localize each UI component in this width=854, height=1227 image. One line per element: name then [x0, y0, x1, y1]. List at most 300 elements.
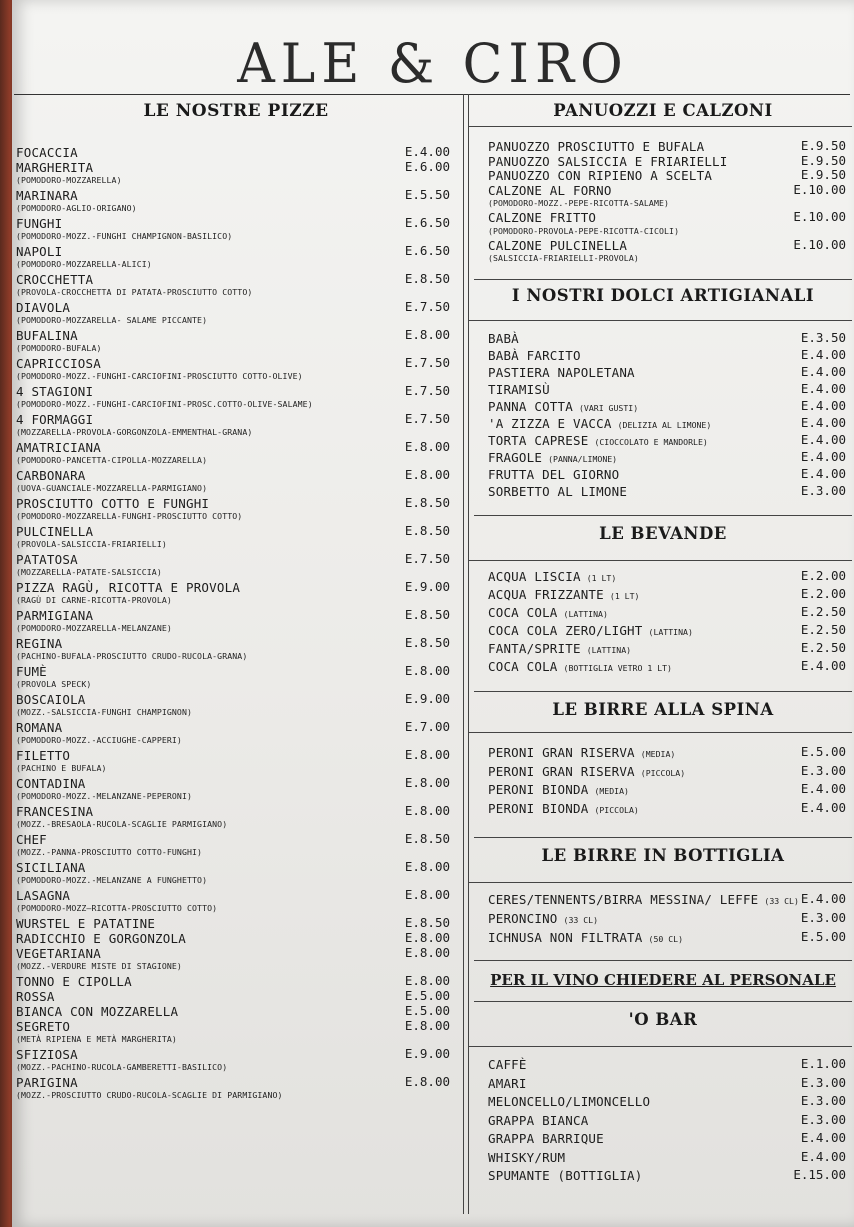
item-note: (LATTINA): [648, 627, 693, 637]
menu-item-line: [488, 780, 852, 799]
item-note: (1 LT): [586, 573, 617, 583]
item-name: ROMANA: [16, 720, 63, 735]
item-price: E.4.00: [800, 1148, 846, 1164]
item-name: FUMÈ: [16, 664, 47, 679]
menu-item-line: [488, 238, 852, 253]
menu-item-line: [488, 329, 852, 346]
item-price: E.4.00: [800, 449, 846, 464]
item-name: MARINARA: [16, 188, 78, 203]
menu-item: [488, 1092, 852, 1111]
menu-item-line: [488, 1111, 852, 1130]
menu-item-line: [16, 159, 456, 174]
menu-item: [16, 159, 456, 187]
item-price: E.7.50: [404, 383, 450, 398]
menu-item-line: [488, 908, 852, 927]
item-name: 'A ZIZZA E VACCA: [488, 416, 612, 431]
menu-item: [488, 482, 852, 499]
item-price: E.10.00: [793, 181, 846, 197]
item-note: (MEDIA): [640, 749, 676, 759]
item-note: (PICCOLA): [640, 767, 686, 778]
item-name: 4 STAGIONI: [16, 384, 94, 399]
item-name: PERONI GRAN RISERVA: [488, 745, 635, 760]
item-name: REGINA: [16, 636, 63, 651]
menu-item-line: [488, 380, 852, 397]
item-description: (POMODORO-MOZZARELLA-MELANZANE): [16, 623, 172, 633]
menu-item-line: [16, 439, 456, 454]
menu-item: [16, 607, 456, 635]
item-name: CALZONE AL FORNO: [488, 182, 612, 198]
menu-item: [488, 889, 852, 908]
menu-item-line: [16, 271, 456, 286]
menu-item-line: [488, 482, 852, 499]
item-name: MARGHERITA: [16, 160, 94, 175]
item-note: (PICCOLA): [594, 804, 639, 815]
menu-item-line: [488, 183, 852, 198]
menu-item: [488, 1074, 852, 1093]
item-price: E.4.00: [800, 466, 846, 481]
menu-item-line: [488, 154, 852, 169]
item-name: PIZZA RAGÙ, RICOTTA E PROVOLA: [16, 580, 241, 595]
menu-item: [16, 467, 456, 495]
item-price: E.15.00: [793, 1167, 846, 1182]
menu-item: [16, 775, 456, 803]
bevande-list: [474, 561, 852, 691]
item-price: E.4.00: [800, 891, 846, 906]
item-description: (PACHINO E BUFALA): [16, 763, 107, 773]
menu-item-line: [16, 831, 456, 846]
menu-item: [488, 1166, 852, 1185]
menu-item-line: [16, 327, 456, 342]
item-price: E.8.00: [404, 945, 450, 960]
menu-item-line: [16, 243, 456, 258]
wine-notice: PER IL VINO CHIEDERE AL PERSONALE: [474, 961, 852, 1002]
menu-item-line: [16, 1046, 456, 1061]
menu-item-line: [488, 448, 852, 465]
menu-item-line: [488, 346, 852, 363]
item-price: E.5.00: [800, 744, 846, 759]
menu-item-line: [488, 210, 852, 225]
panuozzi-list: [474, 127, 852, 279]
item-name: WHISKY/RUM: [488, 1149, 566, 1165]
menu-item-line: [16, 355, 456, 370]
item-price: E.8.50: [404, 831, 450, 846]
item-name: COCA COLA: [488, 659, 558, 674]
item-price: E.10.00: [793, 209, 846, 224]
menu-item: [488, 346, 852, 363]
menu-item: [16, 747, 456, 775]
menu-item-line: [488, 1092, 852, 1111]
item-price: E.8.00: [404, 859, 450, 874]
bar-section: [474, 1002, 852, 1185]
menu-item: [488, 743, 852, 762]
item-price: E.5.00: [404, 988, 450, 1003]
item-name: GRAPPA BIANCA: [488, 1112, 589, 1128]
menu-item-line: [16, 467, 456, 482]
item-note: (LATTINA): [586, 645, 632, 655]
menu-item: [488, 139, 852, 154]
menu-item: [16, 551, 456, 579]
item-price: E.9.00: [404, 579, 450, 594]
menu-item-line: [16, 579, 456, 594]
item-description: (POMODORO-BUFALA): [16, 343, 102, 353]
item-price: E.9.50: [800, 152, 846, 168]
menu-item-line: [488, 397, 852, 414]
item-name: FANTA/SPRITE: [488, 641, 581, 656]
item-description: (METÀ RIPIENA E METÀ MARGHERITA): [16, 1034, 177, 1044]
item-description: (POMODORO-MOZZ.-FUNGHI-CARCIOFINI-PROSCIUTTO COTTO-OLIVE): [16, 371, 303, 381]
item-name: CAFFÈ: [488, 1057, 527, 1072]
item-description: (POMODORO-MOZZ.-FUNGHI CHAMPIGNON-BASILICO): [16, 231, 233, 241]
item-name: ROSSA: [16, 989, 55, 1004]
item-price: E.8.00: [404, 887, 450, 902]
item-name: PATATOSA: [16, 552, 78, 567]
item-price: E.2.50: [800, 604, 846, 619]
item-note: (LATTINA): [563, 609, 608, 619]
item-description: (SALSICCIA-FRIARIELLI-PROVOLA): [488, 253, 639, 263]
menu-item: [488, 639, 852, 657]
menu-item: [488, 397, 852, 414]
item-description: (POMODORO-PROVOLA-PEPE-RICOTTA-CICOLI): [488, 225, 680, 236]
menu-item-line: [488, 431, 852, 448]
item-note: (VARI GUSTI): [578, 403, 639, 413]
item-description: (MOZZARELLA-PATATE-SALSICCIA): [16, 567, 162, 577]
menu-item: [16, 887, 456, 915]
menu-item-line: [488, 639, 852, 657]
item-name: VEGETARIANA: [16, 946, 101, 961]
menu-item-line: [488, 1129, 852, 1148]
menu-item: [488, 762, 852, 781]
menu-item: [488, 799, 852, 818]
item-name: LASAGNA: [16, 888, 71, 903]
menu-item-line: [488, 657, 852, 675]
dolci-list: [474, 321, 852, 515]
item-description: (MOZZ.-PACHINO-RUCOLA-GAMBERETTI-BASILICO): [16, 1062, 228, 1072]
menu-item-line: [488, 799, 852, 818]
item-price: E.8.50: [404, 523, 450, 538]
menu-item: [16, 144, 456, 159]
menu-item: [488, 908, 852, 927]
item-name: CALZONE PULCINELLA: [488, 237, 628, 253]
item-description: (PROVOLA-CROCCHETTA DI PATATA-PROSCIUTTO COTTO): [16, 287, 253, 297]
menu-item: [488, 238, 852, 266]
panuozzi-heading: PANUOZZI E CALZONI: [468, 96, 852, 127]
menu-item: [488, 183, 852, 211]
menu-item-line: [488, 139, 852, 154]
item-price: E.4.00: [800, 432, 846, 447]
item-price: E.3.00: [800, 1111, 846, 1127]
menu-item-line: [488, 567, 852, 585]
item-description: (RAGÙ DI CARNE-RICOTTA-PROVOLA): [16, 595, 172, 605]
menu-item: [16, 271, 456, 299]
menu-item-line: [16, 663, 456, 678]
item-name: GRAPPA BARRIQUE: [488, 1131, 604, 1146]
item-name: PANUOZZO PROSCIUTTO E BUFALA: [488, 139, 705, 154]
menu-item-line: [16, 747, 456, 762]
item-name: ACQUA LISCIA: [488, 569, 581, 584]
menu-item: [16, 523, 456, 551]
menu-item: [488, 329, 852, 346]
menu-item-line: [488, 1166, 852, 1185]
item-price: E.7.50: [404, 355, 450, 370]
menu-item: [16, 243, 456, 271]
item-description: (POMODORO-MOZZ.-PEPE-RICOTTA-SALAME): [488, 198, 670, 208]
menu-item: [16, 973, 456, 988]
item-price: E.8.00: [404, 1074, 450, 1089]
item-name: AMATRICIANA: [16, 440, 101, 455]
menu-item-line: [16, 1074, 456, 1089]
item-description: (MOZZ.-BRESAOLA-RUCOLA-SCAGLIE PARMIGIANO): [16, 819, 228, 829]
item-name: CARBONARA: [16, 468, 86, 483]
item-description: (POMODORO-MOZZARELLA): [16, 175, 122, 185]
menu-item-line: [16, 803, 456, 818]
item-note: (CIOCCOLATO E MANDORLE): [594, 437, 708, 447]
item-price: E.6.50: [404, 243, 450, 258]
item-name: PERONI GRAN RISERVA: [488, 763, 635, 779]
menu-item-line: [16, 945, 456, 960]
item-note: (33 CL): [563, 915, 599, 925]
menu-item-line: [488, 621, 852, 639]
menu-item-line: [16, 988, 456, 1003]
item-name: SEGRETO: [16, 1019, 71, 1034]
item-name: TONNO E CIPOLLA: [16, 974, 132, 989]
item-price: E.7.50: [404, 551, 450, 566]
item-name: TORTA CAPRESE: [488, 433, 589, 448]
item-name: TIRAMISÙ: [488, 382, 550, 397]
menu-item-line: [16, 144, 456, 159]
menu-item-line: [16, 495, 456, 510]
menu-item-line: [488, 889, 852, 908]
item-price: E.3.00: [800, 762, 846, 778]
item-name: CAPRICCIOSA: [16, 356, 101, 371]
item-name: NAPOLI: [16, 244, 63, 259]
item-price: E.8.00: [404, 973, 450, 988]
item-price: E.4.00: [800, 799, 846, 815]
menu-item: [488, 621, 852, 639]
item-note: (DELIZIA AL LIMONE): [617, 420, 712, 430]
menu-item-line: [16, 887, 456, 902]
item-price: E.8.50: [404, 915, 450, 930]
item-description: (POMODORO-MOZZ.-FUNGHI-CARCIOFINI-PROSC.COTTO-OLIVE-SALAME): [16, 399, 313, 409]
item-name: FRUTTA DEL GIORNO: [488, 467, 620, 482]
menu-item: [16, 187, 456, 215]
item-name: RADICCHIO E GORGONZOLA: [16, 931, 186, 946]
item-price: E.5.00: [404, 1003, 450, 1018]
menu-item-line: [488, 585, 852, 603]
menu-item: [488, 780, 852, 799]
item-name: SPUMANTE (BOTTIGLIA): [488, 1168, 643, 1183]
item-description: (MOZZARELLA-PROVOLA-GORGONZOLA-EMMENTHAL-GRANA): [16, 427, 253, 437]
item-description: (POMODORO-MOZZ.-MELANZANE-PEPERONI): [16, 791, 193, 801]
bevande-section: [474, 516, 852, 692]
menu-item-line: [16, 607, 456, 622]
menu-item-line: [16, 411, 456, 426]
menu-item: [16, 439, 456, 467]
item-name: BIANCA CON MOZZARELLA: [16, 1004, 179, 1019]
menu-item: [16, 930, 456, 945]
menu-item-line: [488, 465, 852, 482]
item-price: E.6.00: [404, 159, 450, 174]
item-name: BUFALINA: [16, 328, 78, 343]
menu-item-line: [488, 414, 852, 431]
item-name: AMARI: [488, 1075, 527, 1091]
item-price: E.4.00: [800, 381, 846, 396]
menu-item: [16, 579, 456, 607]
item-name: FUNGHI: [16, 216, 63, 231]
menu-item: [16, 831, 456, 859]
menu-item-line: [16, 915, 456, 930]
item-price: E.8.50: [404, 635, 450, 650]
item-price: E.5.50: [404, 187, 450, 202]
item-price: E.8.00: [404, 1018, 450, 1033]
item-description: (PACHINO-BUFALA-PROSCIUTTO CRUDO-RUCOLA-GRANA): [16, 651, 248, 661]
item-note: (MEDIA): [594, 786, 629, 796]
item-name: CERES/TENNENTS/BIRRA MESSINA/ LEFFE: [488, 892, 759, 907]
item-description: (POMODORO-MOZZARELLA- SALAME PICCANTE): [16, 315, 208, 325]
menu-item: [16, 803, 456, 831]
dolci-section: [474, 280, 852, 516]
menu-item: [16, 663, 456, 691]
pizze-list: [16, 144, 456, 1102]
item-description: (POMODORO-MOZZ—RICOTTA-PROSCIUTTO COTTO): [16, 903, 218, 913]
menu-item-line: [16, 691, 456, 706]
item-description: (MOZZ.-PANNA-PROSCIUTTO COTTO-FUNGHI): [16, 847, 203, 857]
pizze-section: [16, 96, 456, 1102]
item-price: E.2.00: [800, 586, 846, 601]
spina-heading: LE BIRRE ALLA SPINA: [468, 692, 852, 733]
item-description: (POMODORO-AGLIO-ORIGANO): [16, 203, 137, 213]
item-price: E.4.00: [404, 144, 450, 159]
item-name: PERONI BIONDA: [488, 782, 589, 797]
menu-item: [488, 1111, 852, 1130]
menu-item: [16, 988, 456, 1003]
restaurant-title: ALE & CIRO: [237, 32, 629, 96]
menu-item: [488, 210, 852, 238]
menu-item: [16, 1046, 456, 1074]
right-column: [474, 96, 852, 1185]
item-name: 4 FORMAGGI: [16, 412, 94, 427]
item-description: (MOZZ.-SALSICCIA-FUNGHI CHAMPIGNON): [16, 707, 193, 717]
item-name: BABÀ FARCITO: [488, 348, 581, 363]
menu-item-line: [16, 215, 456, 230]
menu-item-line: [16, 187, 456, 202]
menu-item: [16, 299, 456, 327]
menu-item: [488, 567, 852, 585]
item-name: PARMIGIANA: [16, 608, 94, 623]
menu-item-line: [488, 762, 852, 781]
menu-item-line: [16, 1003, 456, 1018]
item-price: E.8.00: [404, 663, 450, 678]
menu-item-line: [488, 1074, 852, 1093]
menu-item: [488, 154, 852, 169]
item-name: WURSTEL E PATATINE: [16, 916, 156, 931]
item-name: PANNA COTTA: [488, 399, 573, 414]
menu-item: [16, 383, 456, 411]
menu-item: [16, 945, 456, 973]
item-price: E.8.00: [404, 327, 450, 342]
item-price: E.4.00: [800, 415, 846, 430]
menu-item: [488, 603, 852, 621]
spina-section: [474, 692, 852, 838]
menu-item: [16, 215, 456, 243]
menu-item: [16, 495, 456, 523]
item-name: FRANCESINA: [16, 804, 94, 819]
item-price: E.9.00: [404, 1046, 450, 1061]
menu-item: [16, 719, 456, 747]
item-price: E.4.00: [800, 364, 846, 379]
item-price: E.6.50: [404, 215, 450, 230]
menu-item: [16, 915, 456, 930]
item-name: PERONI BIONDA: [488, 800, 589, 816]
menu-item-line: [488, 1055, 852, 1074]
menu-item: [488, 927, 852, 946]
menu-item-line: [488, 363, 852, 380]
menu-item: [16, 1018, 456, 1046]
item-price: E.7.50: [404, 299, 450, 314]
item-name: COCA COLA: [488, 605, 558, 620]
menu-item: [488, 657, 852, 675]
menu-item: [488, 1148, 852, 1167]
item-description: (UOVA-GUANCIALE-MOZZARELLA-PARMIGIANO): [16, 483, 208, 493]
menu-item: [488, 1129, 852, 1148]
column-divider: [463, 94, 464, 1214]
menu-item-line: [488, 743, 852, 762]
item-name: CROCCHETTA: [16, 272, 94, 287]
menu-item: [488, 380, 852, 397]
menu-item: [16, 635, 456, 663]
bar-heading: 'O BAR: [468, 1002, 852, 1047]
item-note: (BOTTIGLIA VETRO 1 LT): [563, 663, 672, 673]
item-price: E.8.50: [404, 271, 450, 286]
item-price: E.4.00: [800, 347, 846, 362]
item-description: (POMODORO-MOZZ.-ACCIUGHE-CAPPERI): [16, 735, 182, 745]
item-name: SORBETTO AL LIMONE: [488, 484, 628, 499]
item-name: PANUOZZO SALSICCIA E FRIARIELLI: [488, 153, 728, 169]
item-price: E.5.00: [800, 929, 846, 944]
menu-item: [16, 411, 456, 439]
menu-item: [16, 355, 456, 383]
item-price: E.4.00: [800, 658, 846, 673]
item-price: E.4.00: [800, 1130, 846, 1145]
menu-item: [488, 168, 852, 183]
item-description: (MOZZ.-VERDURE MISTE DI STAGIONE): [16, 961, 182, 971]
menu-item: [16, 1074, 456, 1102]
item-description: (MOZZ.-PROSCIUTTO CRUDO-RUCOLA-SCAGLIE DI PARMIGIANO): [16, 1090, 283, 1100]
menu-item: [16, 1003, 456, 1018]
menu-item: [488, 363, 852, 380]
menu-item: [16, 327, 456, 355]
item-name: DIAVOLA: [16, 300, 71, 315]
dolci-heading: I NOSTRI DOLCI ARTIGIANALI: [468, 280, 852, 321]
panuozzi-section: [474, 96, 852, 280]
menu-item-line: [16, 635, 456, 650]
item-price: E.1.00: [800, 1056, 846, 1071]
menu-sheet: [12, 0, 854, 1227]
bar-list: [474, 1047, 852, 1185]
item-name: CHEF: [16, 832, 47, 847]
item-price: E.9.00: [404, 691, 450, 706]
menu-item-line: [16, 383, 456, 398]
item-price: E.9.50: [800, 138, 846, 153]
item-name: PANUOZZO CON RIPIENO A SCELTA: [488, 168, 713, 183]
item-price: E.9.50: [800, 167, 846, 182]
item-price: E.7.50: [404, 411, 450, 426]
menu-item: [488, 448, 852, 465]
menu-item-line: [16, 719, 456, 734]
item-price: E.2.00: [800, 568, 846, 583]
item-price: E.8.00: [404, 467, 450, 482]
menu-item-line: [16, 930, 456, 945]
item-price: E.8.00: [404, 439, 450, 454]
